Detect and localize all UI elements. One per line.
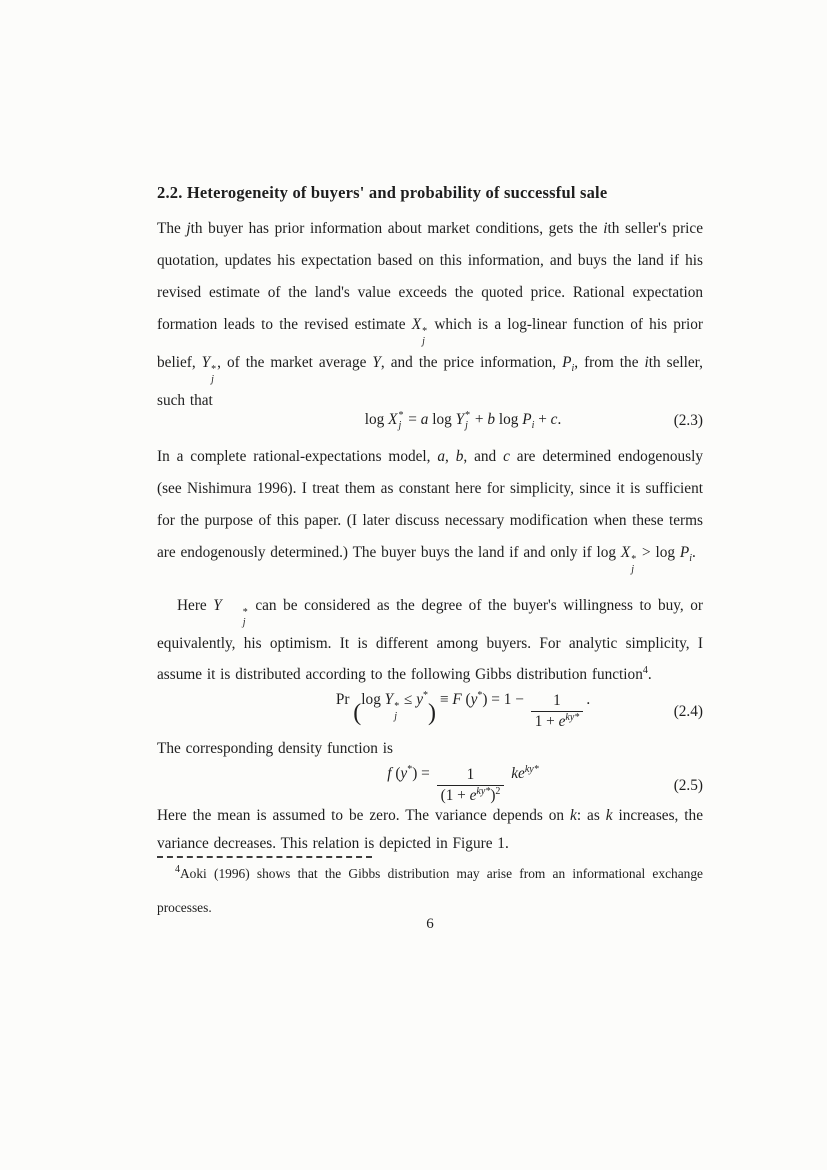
equation-2-5-body: f ( y * ) = $\frac{1}{(1 + e^{ky*})^2}$ ke ky*	[387, 765, 538, 808]
paragraph-buyer-prior-info: The jth buyer has prior information about market conditions, gets the ith seller's price quotation, updates his expectation based on this information, and buys the land if his revised estimate of the land's value exceeds the quoted price. Rational expectation formation leads to the revised estimate X * j which is a log-linear function of his prior belief, Y * j , of the market average Y, and the price information, $P_i$, from the ith seller, such that	[157, 220, 704, 409]
paragraph-willingness-to-buy: Here Y * j can be considered as the degree of the buyer's willingness to buy, or equivalently, his optimism. It is different among buyers. For analytic simplicity, I assume it is distributed according to the following Gibbs distribution function$^4$.	[157, 597, 703, 683]
page-number: 6	[426, 916, 434, 932]
equation-2-4	[157, 686, 703, 738]
equation-2-3-body: log X * j = a log Y * j + b log P i + c .	[364, 410, 562, 431]
equation-2-3-number: (2.3)	[673, 412, 703, 429]
equation-2-4-body: Pr ( log Y * j ≤ y * ) ≡ F ( y * ) = 1 − $\frac{1}{1 + e^{ky*}}$ .	[336, 691, 590, 734]
equation-2-5-number: (2.5)	[673, 777, 703, 794]
equation-2-3	[157, 404, 703, 438]
paragraph-density-function-intro: The corresponding density function is	[157, 740, 393, 757]
paragraph-rational-expectations-model: In a complete rational-expectations model, a, b, and c are determined endogenously (see Nishimura 1996). I treat them as constant here for simplicity, since it is sufficient for the purpose of this paper. (I later discuss necessary modification when these terms are endogenously determined.) The buyer buys the land if and only if log X * j > $\log P_i$.	[157, 448, 704, 575]
section-heading: 2.2. Heterogeneity of buyers' and probability of successful sale	[157, 183, 608, 202]
footnote-aoki: $^4$Aoki (1996) shows that the Gibbs distribution may arise from an informational exchange processes.	[157, 864, 703, 915]
paragraph-mean-variance: Here the mean is assumed to be zero. The variance depends on k: as k increases, the variance decreases. This relation is depicted in Figure 1.	[157, 807, 703, 852]
equation-2-4-number: (2.4)	[673, 703, 703, 720]
